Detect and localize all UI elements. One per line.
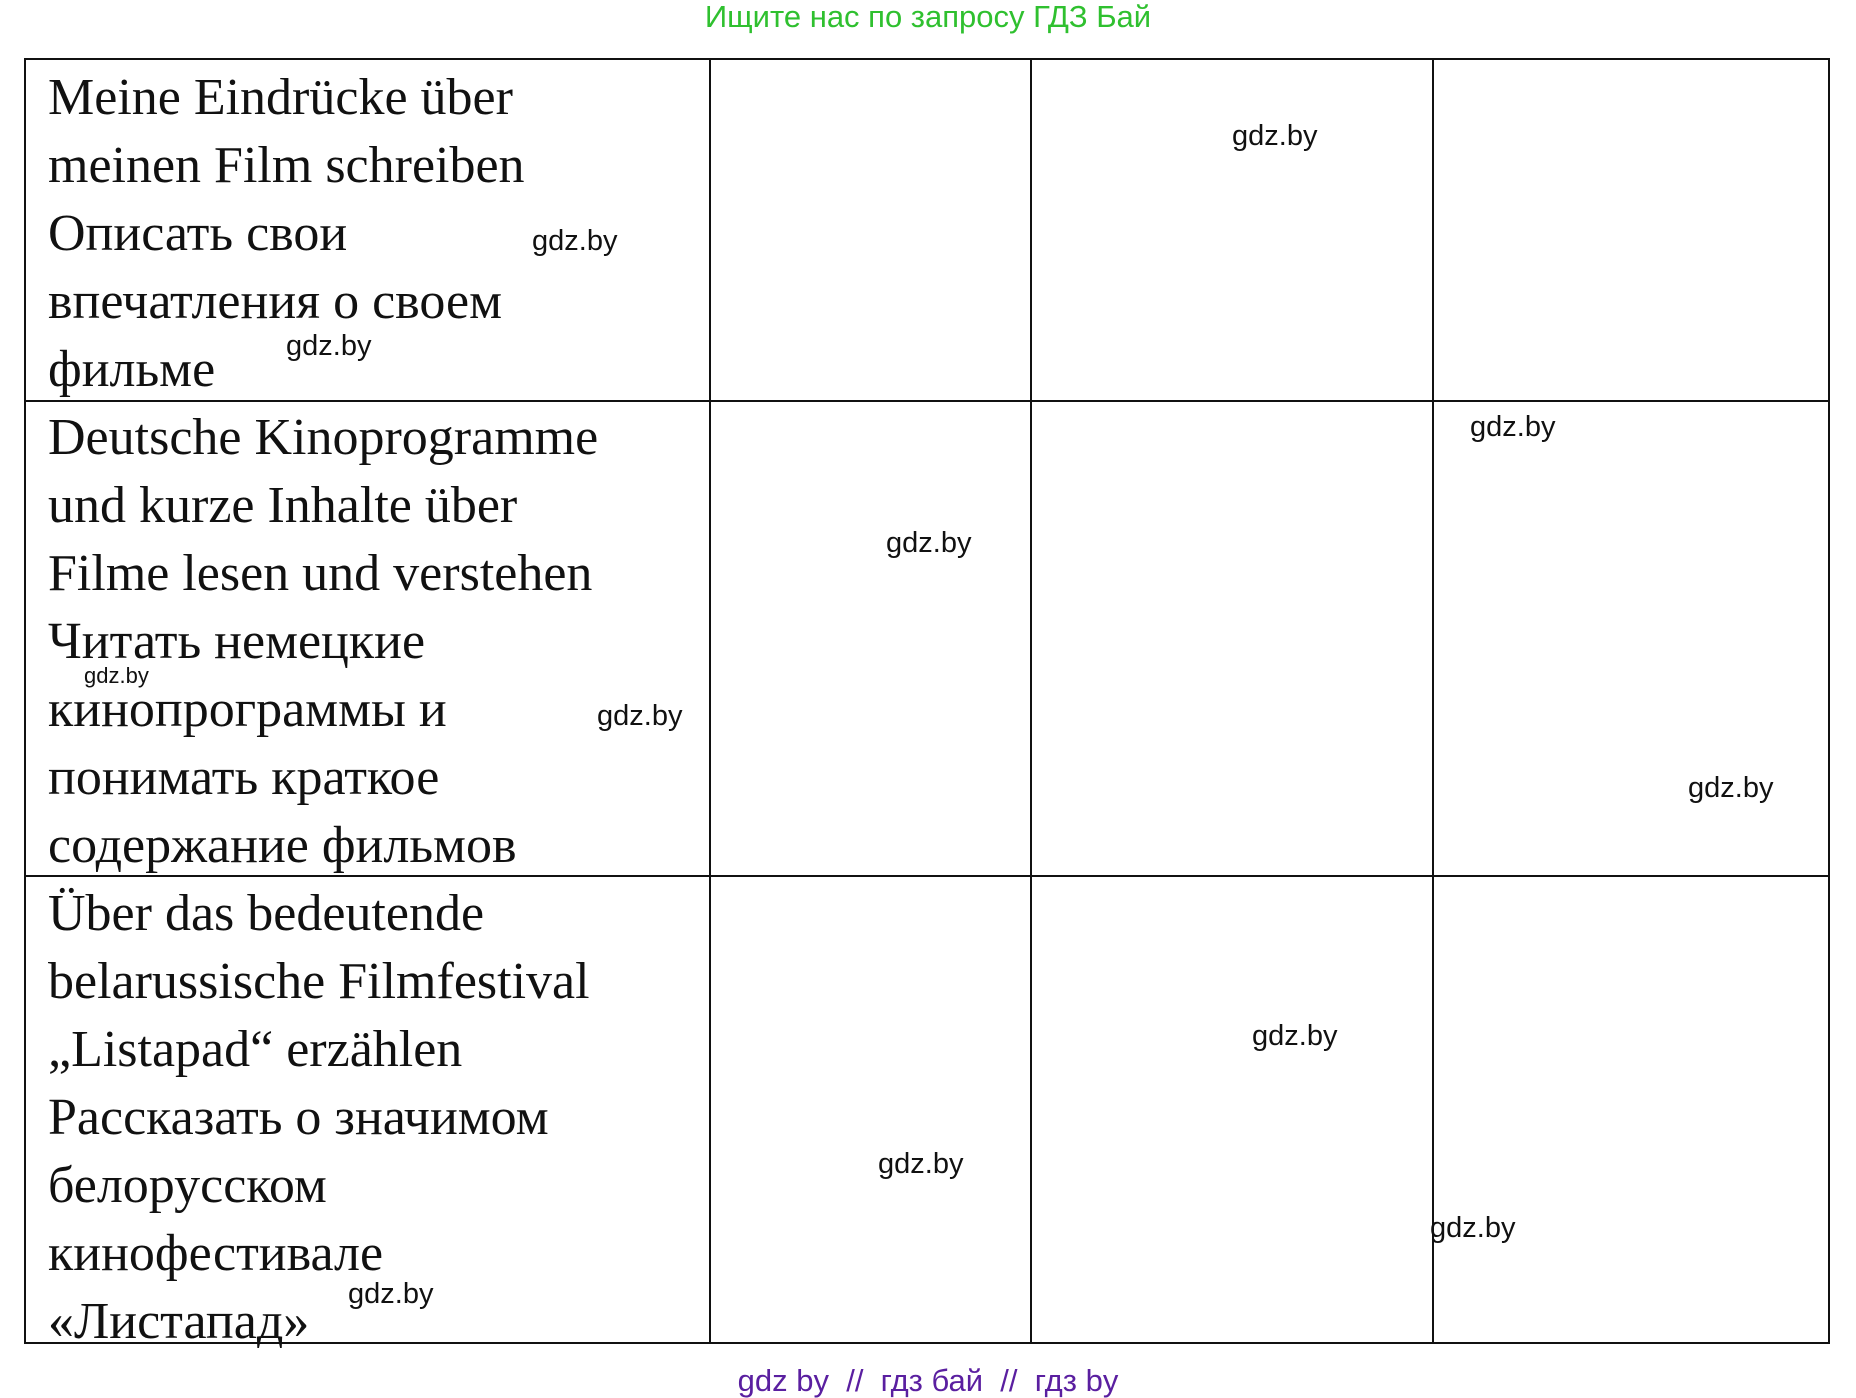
row-1-line: фильме <box>48 341 216 398</box>
watermark: gdz.by <box>886 527 972 559</box>
row-2-line: und kurze Inhalte über <box>48 477 518 534</box>
row-2-line: Filme lesen und verstehen <box>48 545 593 602</box>
row-3-line: «Листапад» <box>48 1293 310 1350</box>
row-3-line: кинофестивале <box>48 1225 384 1282</box>
row-1-line: впечатления о своем <box>48 273 502 330</box>
row-3-line: белорусском <box>48 1157 327 1214</box>
column-divider <box>709 60 711 1342</box>
row-1-line: Meine Eindrücke über <box>48 69 513 126</box>
footer-watermark: gdz by // гдз бай // гдз by <box>737 1363 1119 1398</box>
watermark: gdz.by <box>348 1278 434 1310</box>
row-2-line: понимать краткое <box>48 749 440 806</box>
watermark: gdz.by <box>597 700 683 732</box>
watermark: gdz.by <box>1688 772 1774 804</box>
row-1-line: Описать свои <box>48 205 348 262</box>
watermark: gdz.by <box>1430 1212 1516 1244</box>
column-divider <box>1432 60 1434 1342</box>
watermark: gdz.by <box>1232 120 1318 152</box>
row-2-line: Deutsche Kinoprogramme <box>48 409 599 466</box>
row-2-line: содержание фильмов <box>48 817 517 874</box>
watermark: gdz.by <box>878 1148 964 1180</box>
top-banner: Ищите нас по запросу ГДЗ Бай <box>704 0 1152 34</box>
row-2-description <box>48 404 708 880</box>
row-3-line: Über das bedeutende <box>48 885 485 942</box>
row-2-line: кинопрограммы и <box>48 681 447 738</box>
row-3-line: Рассказать о значимом <box>48 1089 549 1146</box>
column-divider <box>1030 60 1032 1342</box>
watermark: gdz.by <box>286 330 372 362</box>
watermark: gdz.by <box>532 225 618 257</box>
row-1-line: meinen Film schreiben <box>48 137 525 194</box>
watermark: gdz.by <box>1470 411 1556 443</box>
watermark: gdz.by <box>1252 1020 1338 1052</box>
row-3-line: belarussische Filmfestival <box>48 953 590 1010</box>
watermark: gdz.by <box>84 663 149 688</box>
row-3-line: „Listapad“ erzählen <box>48 1021 463 1078</box>
row-2-line: Читать немецкие <box>48 613 426 670</box>
